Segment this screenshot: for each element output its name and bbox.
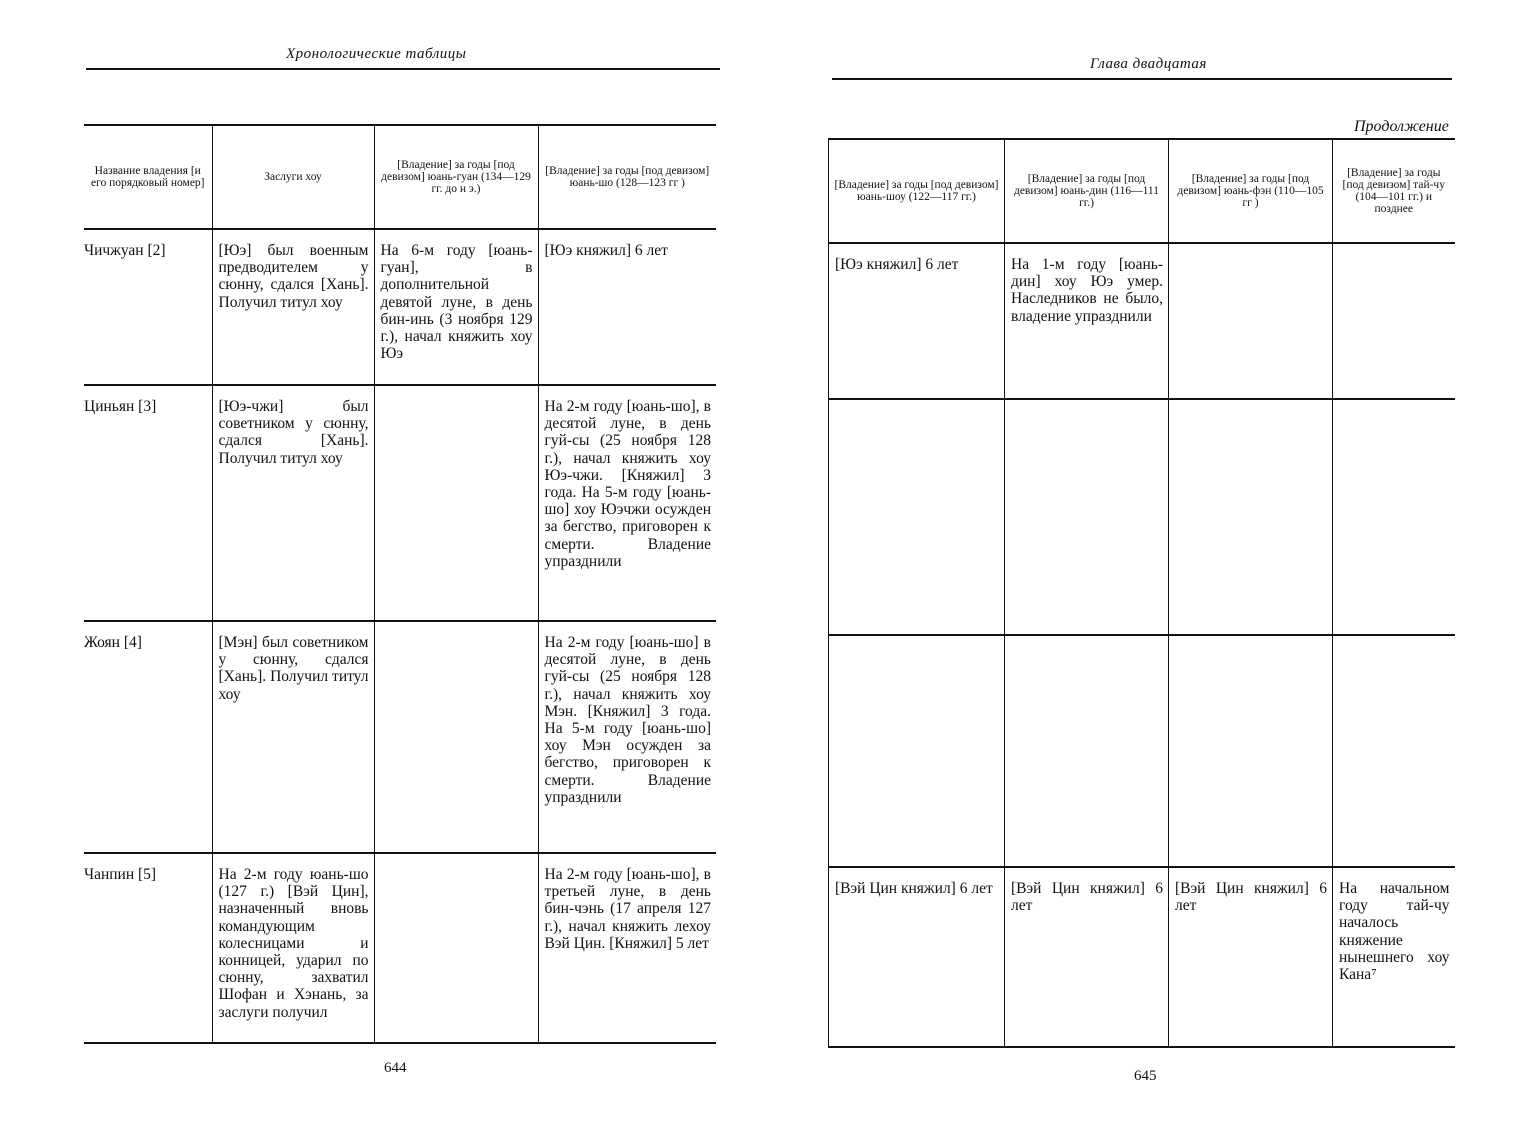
header-cell: Заслуги хоу xyxy=(212,125,374,229)
header-cell: [Владение] за годы [под девизом] юань-шоу (122—117 гг.) xyxy=(829,139,1005,243)
table-header-row xyxy=(84,125,716,229)
tai-chu-cell xyxy=(1333,399,1455,635)
yuan-shou-cell: [Юэ княжил] 6 лет xyxy=(829,243,1005,399)
page-number: 645 xyxy=(1134,1068,1157,1084)
chronology-table xyxy=(84,124,716,1044)
merit-cell: [Юэ-чжи] был советником у сюнну, сдался [Хань]. Получил титул хоу xyxy=(212,385,374,621)
table-row xyxy=(829,867,1455,1047)
yuan-guang-cell xyxy=(374,385,538,621)
domain-name: Чанпин [5] xyxy=(84,853,212,1043)
merit-cell: [Мэн] был советником у сюнну, сдался [Хань]. Получил титул хоу xyxy=(212,621,374,853)
header-rule xyxy=(832,78,1452,80)
table-row xyxy=(829,399,1455,635)
right-page xyxy=(760,0,1522,1138)
yuan-shuo-cell: На 2-м году [юань-шо], в десятой луне, в день гуй-сы (25 ноября 128 г.), начал княжить хоу Юэ-чжи. [Княжил] 3 года. На 5-м году [юань-шо] хоу Юэчжи осужден за бегство, приговорен к смерти. Владение упразднили xyxy=(538,385,716,621)
yuan-ding-cell: На 1-м году [юань-дин] хоу Юэ умер. Наследников не было, владение упразднили xyxy=(1005,243,1169,399)
header-cell: [Владение] за годы [под девизом] юань-дин (116—111 гг.) xyxy=(1005,139,1169,243)
table-header-row xyxy=(829,139,1455,243)
yuan-shuo-cell: На 2-м году [юань-шо], в третьей луне, в день бин-чэнь (17 апреля 127 г.), начал княжить лехоу Вэй Цин. [Княжил] 5 лет xyxy=(538,853,716,1043)
tai-chu-cell xyxy=(1333,635,1455,867)
chronology-table-continued xyxy=(828,138,1455,1048)
header-cell: [Владение] за годы [под девизом] юань-шо (128—123 гг ) xyxy=(538,125,716,229)
yuan-shuo-cell: На 2-м году [юань-шо] в десятой луне, в день гуй-сы (25 ноября 128 г.), начал княжить хоу Мэн. [Княжил] 3 года. На 5-м году [юань-шо] хоу Мэн осужден за бегство, приговорен к смерти. Владение упразднили xyxy=(538,621,716,853)
domain-name: Циньян [3] xyxy=(84,385,212,621)
yuan-feng-cell: [Вэй Цин княжил] 6 лет xyxy=(1169,867,1333,1047)
table-row xyxy=(84,385,716,621)
yuan-feng-cell xyxy=(1169,243,1333,399)
header-cell: Название владения [и его порядковый номер] xyxy=(84,125,212,229)
merit-cell: На 2-м году юань-шо (127 г.) [Вэй Цин], назначенный вновь командующим колесницами и конницей, ударил по сюнну, захватил Шофан и Хэнань, за заслуги получил xyxy=(212,853,374,1043)
tai-chu-cell xyxy=(1333,243,1455,399)
header-cell: [Владение] за годы [под девизом] юань-гуан (134—129 гг. до н э.) xyxy=(374,125,538,229)
page-number: 644 xyxy=(384,1060,407,1076)
table-row xyxy=(84,853,716,1043)
yuan-guang-cell xyxy=(374,621,538,853)
merit-cell: [Юэ] был военным предводителем у сюнну, сдался [Хань]. Получил титул хоу xyxy=(212,229,374,385)
yuan-ding-cell: [Вэй Цин княжил] 6 лет xyxy=(1005,867,1169,1047)
domain-name: Жоян [4] xyxy=(84,621,212,853)
yuan-ding-cell xyxy=(1005,399,1169,635)
domain-name: Чичжуан [2] xyxy=(84,229,212,385)
continued-label: Продолжение xyxy=(1354,118,1449,135)
yuan-guang-cell: На 6-м году [юань-гуан], в дополнительной девятой луне, в день бин-инь (3 ноября 129 г.), начал княжить хоу Юэ xyxy=(374,229,538,385)
yuan-shou-cell xyxy=(829,399,1005,635)
yuan-shou-cell: [Вэй Цин княжил] 6 лет xyxy=(829,867,1005,1047)
header-cell: [Владение] за годы [под девизом] юань-фэн (110—105 гг ) xyxy=(1169,139,1333,243)
yuan-feng-cell xyxy=(1169,635,1333,867)
yuan-guang-cell xyxy=(374,853,538,1043)
yuan-feng-cell xyxy=(1169,399,1333,635)
header-rule xyxy=(86,68,720,70)
table-row xyxy=(84,229,716,385)
table-row xyxy=(84,621,716,853)
table-row xyxy=(829,243,1455,399)
left-page xyxy=(0,0,760,1138)
running-head: Глава двадцатая xyxy=(1090,56,1207,72)
running-head: Хронологические таблицы xyxy=(286,46,467,62)
tai-chu-cell: На начальном году тай-чу началось княжение нынешнего хоу Кана⁷ xyxy=(1333,867,1455,1047)
yuan-ding-cell xyxy=(1005,635,1169,867)
yuan-shou-cell xyxy=(829,635,1005,867)
header-cell: [Владение] за годы [под девизом] тай-чу (104—101 гг.) и позднее xyxy=(1333,139,1455,243)
table-row xyxy=(829,635,1455,867)
yuan-shuo-cell: [Юэ княжил] 6 лет xyxy=(538,229,716,385)
